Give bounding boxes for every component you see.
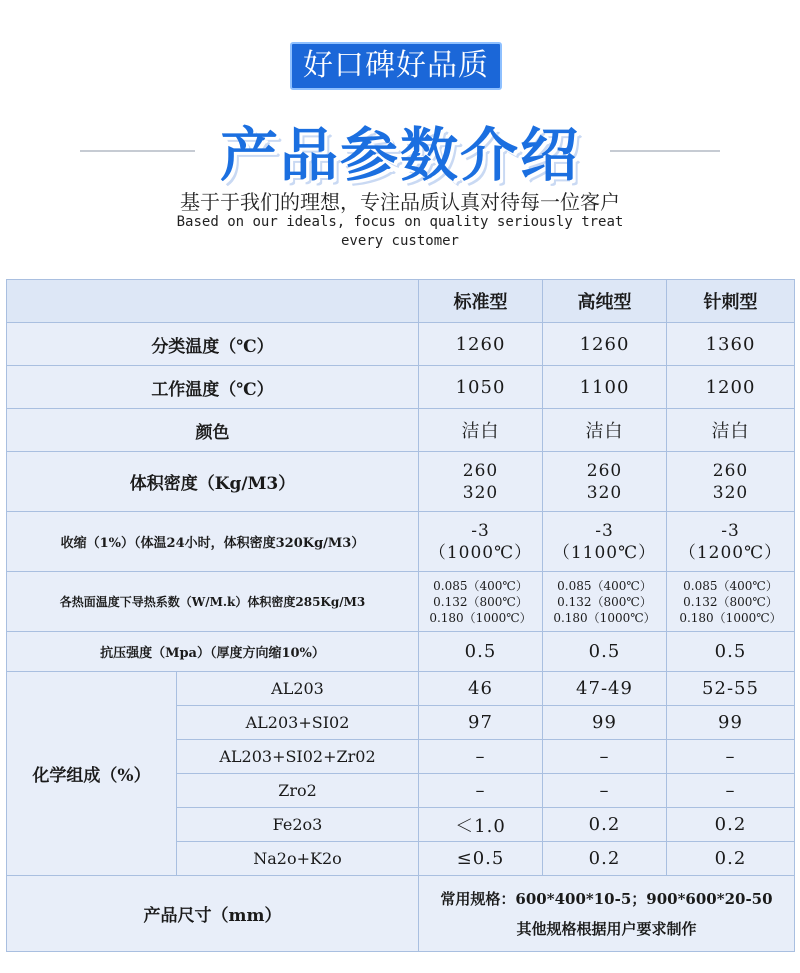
quality-badge: 好口碑好品质 bbox=[290, 42, 502, 90]
cell-line: 0.132（800℃） bbox=[433, 594, 528, 609]
table-row bbox=[7, 876, 795, 952]
table-cell: – bbox=[419, 740, 543, 774]
page-header bbox=[0, 0, 800, 270]
product-size-line: 常用规格：600*400*10-5；900*600*20-50 bbox=[440, 889, 773, 908]
table-cell: 97 bbox=[419, 706, 543, 740]
table-cell: 52-55 bbox=[667, 672, 795, 706]
row-label: 颜色 bbox=[7, 409, 419, 452]
table-cell: – bbox=[543, 774, 667, 808]
component-label: Fe2o3 bbox=[177, 808, 419, 842]
cell-line: -3 bbox=[595, 520, 614, 541]
table-cell: – bbox=[667, 740, 795, 774]
cell-line: 0.132（800℃） bbox=[683, 594, 778, 609]
table-cell bbox=[667, 452, 795, 512]
row-label: 分类温度（℃） bbox=[7, 323, 419, 366]
table-cell bbox=[419, 512, 543, 572]
table-cell: 0.2 bbox=[543, 808, 667, 842]
subtitle-english-line: every customer bbox=[340, 233, 459, 249]
chemical-composition-label: 化学组成（%） bbox=[7, 672, 177, 876]
table-cell bbox=[419, 572, 543, 632]
table-cell: 1050 bbox=[419, 366, 543, 409]
table-cell: 0.2 bbox=[667, 808, 795, 842]
column-header: 标准型 bbox=[419, 280, 543, 323]
cell-line: 260 bbox=[462, 460, 499, 481]
title-divider-left bbox=[80, 150, 195, 152]
header-corner-cell bbox=[7, 280, 419, 323]
subtitle-english-line: Based on our ideals, focus on quality seriously treat bbox=[176, 214, 624, 230]
table-cell: 47-49 bbox=[543, 672, 667, 706]
table-cell bbox=[543, 512, 667, 572]
table-cell: 1360 bbox=[667, 323, 795, 366]
table-cell: ＜1.0 bbox=[419, 808, 543, 842]
table-cell: 99 bbox=[667, 706, 795, 740]
table-row bbox=[7, 409, 795, 452]
table-cell: 0.2 bbox=[543, 842, 667, 876]
cell-line: （1100℃） bbox=[552, 542, 657, 563]
cell-line: 0.132（800℃） bbox=[557, 594, 652, 609]
row-label: 收缩（1%）（体温24小时，体积密度320Kg/M3） bbox=[7, 512, 419, 572]
table-cell bbox=[419, 452, 543, 512]
table-cell: ≤0.5 bbox=[419, 842, 543, 876]
component-label: Zro2 bbox=[177, 774, 419, 808]
table-cell: 0.5 bbox=[419, 632, 543, 672]
component-label: AL203+SI02+Zr02 bbox=[177, 740, 419, 774]
table-cell: 1200 bbox=[667, 366, 795, 409]
table-cell: 1100 bbox=[543, 366, 667, 409]
cell-line: -3 bbox=[471, 520, 490, 541]
cell-line: 0.085（400℃） bbox=[433, 578, 528, 593]
product-size-label: 产品尺寸（mm） bbox=[7, 876, 419, 952]
table-cell: 1260 bbox=[419, 323, 543, 366]
table-cell bbox=[543, 572, 667, 632]
cell-line: （1200℃） bbox=[678, 542, 783, 563]
table-row bbox=[7, 366, 795, 409]
component-label: AL203+SI02 bbox=[177, 706, 419, 740]
product-size-line: 其他规格根据用户要求制作 bbox=[516, 919, 697, 938]
row-label: 工作温度（℃） bbox=[7, 366, 419, 409]
column-header: 针刺型 bbox=[667, 280, 795, 323]
row-label: 各热面温度下导热系数（W/M.k）体积密度285Kg/M3 bbox=[7, 572, 419, 632]
table-cell: 0.2 bbox=[667, 842, 795, 876]
subtitle-chinese: 基于于我们的理想，专注品质认真对待每一位客户 bbox=[180, 190, 620, 214]
cell-line: 260 bbox=[586, 460, 623, 481]
page-title: 产品参数介绍 bbox=[219, 121, 580, 189]
table-cell: – bbox=[419, 774, 543, 808]
table-row bbox=[7, 452, 795, 512]
table-cell bbox=[667, 572, 795, 632]
table-row bbox=[7, 672, 795, 706]
table-row bbox=[7, 323, 795, 366]
component-label: AL203 bbox=[177, 672, 419, 706]
row-label: 抗压强度（Mpa）（厚度方向缩10%） bbox=[7, 632, 419, 672]
cell-line: -3 bbox=[721, 520, 740, 541]
table-row bbox=[7, 572, 795, 632]
column-header: 高纯型 bbox=[543, 280, 667, 323]
cell-line: 320 bbox=[462, 482, 499, 503]
table-cell: 0.5 bbox=[667, 632, 795, 672]
table-cell: 洁白 bbox=[667, 409, 795, 452]
table-row bbox=[7, 512, 795, 572]
table-cell: 46 bbox=[419, 672, 543, 706]
table-cell: 洁白 bbox=[543, 409, 667, 452]
row-label: 体积密度（Kg/M3） bbox=[7, 452, 419, 512]
table-cell bbox=[667, 512, 795, 572]
table-cell: – bbox=[667, 774, 795, 808]
table-header-row bbox=[7, 280, 795, 323]
cell-line: 260 bbox=[712, 460, 749, 481]
subtitle-english bbox=[130, 213, 670, 251]
table-row bbox=[7, 632, 795, 672]
table-cell: 1260 bbox=[543, 323, 667, 366]
cell-line: 320 bbox=[586, 482, 623, 503]
spec-table bbox=[6, 279, 795, 952]
cell-line: 0.180（1000℃） bbox=[553, 610, 656, 625]
table-cell: 0.5 bbox=[543, 632, 667, 672]
title-divider-right bbox=[610, 150, 720, 152]
table-cell: 洁白 bbox=[419, 409, 543, 452]
table-cell bbox=[543, 452, 667, 512]
table-cell: – bbox=[543, 740, 667, 774]
table-cell: 99 bbox=[543, 706, 667, 740]
cell-line: 0.180（1000℃） bbox=[429, 610, 532, 625]
cell-line: （1000℃） bbox=[428, 542, 533, 563]
cell-line: 0.085（400℃） bbox=[683, 578, 778, 593]
cell-line: 0.085（400℃） bbox=[557, 578, 652, 593]
cell-line: 0.180（1000℃） bbox=[679, 610, 782, 625]
cell-line: 320 bbox=[712, 482, 749, 503]
component-label: Na2o+K2o bbox=[177, 842, 419, 876]
product-size-cell bbox=[419, 876, 795, 952]
